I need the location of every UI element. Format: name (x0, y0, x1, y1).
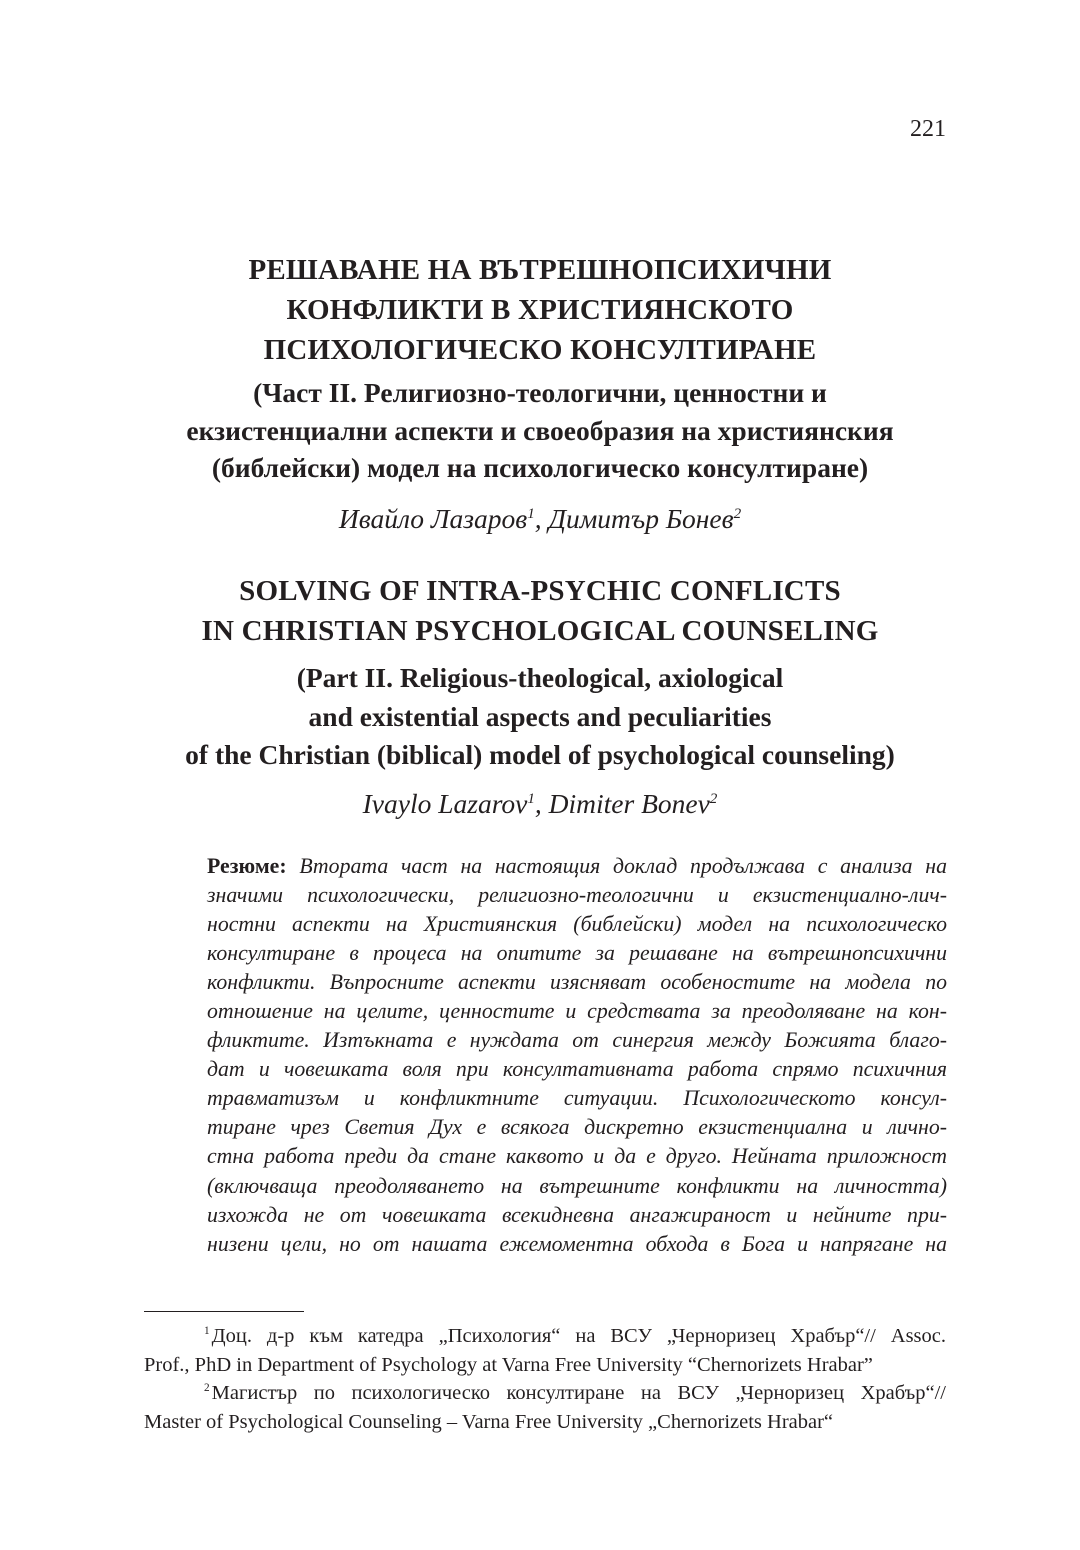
footnote-line: Prof., PhD in Department of Psychology at Varna Free University “Chernorizets Hrabar” (144, 1353, 873, 1376)
author-name: Димитър Бонев (548, 503, 734, 534)
english-subtitle-line: and existential aspects and peculiarities (308, 700, 772, 732)
footnote-reference[interactable]: 2 (709, 790, 718, 807)
author-name: Ивайло Лазаров (338, 503, 528, 534)
abstract-line: низени цели, но от нашата ежемоментна обхода в Бога и напрягане на (207, 1231, 947, 1256)
abstract-line: (включваща преодоляването на вътрешните конфликти на личността) (207, 1173, 947, 1198)
bulgarian-title-line: РЕШАВАНЕ НА ВЪТРЕШНОПСИХИЧНИ (248, 254, 832, 286)
footnote-line (144, 1322, 946, 1351)
footnote-mark: 2 (204, 1382, 210, 1395)
english-authors (0, 785, 1080, 823)
abstract (207, 852, 947, 1259)
abstract-label: Резюме: (207, 854, 287, 878)
footnote-divider (144, 1311, 304, 1312)
abstract-line: консултиране в процеса на опитите за решаване на вътрешнопсихични (207, 941, 947, 966)
footnote-reference[interactable]: 1 (527, 505, 535, 522)
author-separator: , (534, 788, 549, 819)
abstract-line: ностни аспекти на Християнския (библейски) модел на психологическо (207, 912, 947, 937)
footnote-text: Магистър по психологическо консултиране на ВСУ „Черноризец Храбър“// (211, 1382, 946, 1404)
footnote-reference[interactable]: 1 (527, 790, 535, 807)
abstract-line: фликтите. Изтъкната е нуждата от синергия между Божията благо- (207, 1028, 947, 1053)
bulgarian-subtitle-line: (библейски) модел на психологическо консултиране) (211, 452, 869, 483)
footnotes (144, 1322, 946, 1436)
abstract-line: травматизъм и конфликтните ситуации. Психологическото консул- (207, 1086, 947, 1111)
abstract-line: изхожда не от човешката всекидневна ангажираност и нейните при- (207, 1202, 947, 1227)
abstract-line: стна работа преди да стане каквото и да е друго. Нейната приложност (207, 1144, 947, 1169)
bulgarian-subtitle (0, 374, 1080, 487)
footnote-text: Доц. д-р към катедра „Психология“ на ВСУ „Черноризец Храбър“// Assoc. (211, 1325, 946, 1347)
english-title (0, 571, 1080, 651)
english-subtitle (0, 659, 1080, 775)
abstract-line (207, 852, 947, 881)
footnote-line (144, 1379, 946, 1408)
bulgarian-authors (0, 500, 1080, 538)
abstract-line: отношение на целите, ценностите и средствата за преодоляване на кон- (207, 999, 947, 1024)
abstract-line: значими психологически, религиозно-теологични и екзистенциално-лич- (207, 883, 947, 908)
abstract-line: тиране чрез Светия Дух е всякога дискретно екзистенциална и лично- (207, 1115, 947, 1140)
bulgarian-subtitle-line: екзистенциални аспекти и своеобразия на християнския (186, 414, 894, 446)
author-name: Dimiter Bonev (548, 788, 710, 819)
bulgarian-subtitle-line: (Част II. Религиозно-теологични, ценностни и (253, 377, 827, 408)
footnote-line: Master of Psychological Counseling – Varna Free University „Chernorizets Hrabar“ (144, 1410, 834, 1433)
bulgarian-title-line: ПСИХОЛОГИЧЕСКО КОНСУЛТИРАНЕ (263, 334, 817, 366)
english-subtitle-line: of the Christian (biblical) model of psychological counseling) (185, 739, 895, 770)
author-name: Ivaylo Lazarov (362, 788, 528, 819)
footnote-mark: 1 (204, 1325, 210, 1338)
english-title-line: IN CHRISTIAN PSYCHOLOGICAL COUNSELING (201, 615, 879, 647)
english-subtitle-line: (Part II. Religious-theological, axiological (296, 662, 784, 693)
abstract-line: конфликти. Въпросните аспекти изясняват особеностите на модела по (207, 970, 947, 995)
abstract-line: дат и човешката воля при консултативната работа спрямо психичния (207, 1057, 947, 1082)
bulgarian-title-line: КОНФЛИКТИ В ХРИСТИЯНСКОТО (286, 294, 794, 326)
footnote-reference[interactable]: 2 (733, 505, 742, 522)
author-separator: , (534, 503, 549, 534)
abstract-first-line-text: Втората част на настоящия доклад продължава с анализа на (286, 854, 947, 878)
english-title-line: SOLVING OF INTRA-PSYCHIC CONFLICTS (239, 575, 841, 607)
page-number: 221 (910, 116, 946, 142)
bulgarian-title (0, 250, 1080, 370)
